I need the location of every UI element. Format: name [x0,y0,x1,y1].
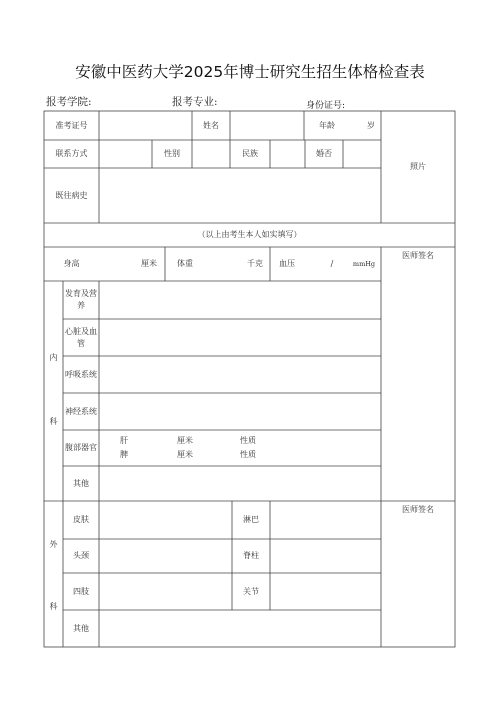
major-label: 报考专业: [172,96,218,108]
nervous-field[interactable] [99,393,381,430]
gender-field[interactable] [192,140,230,168]
development-label: 发育及营养 [65,289,97,310]
college-label: 报考学院: [46,96,92,108]
internal-section-bottom: 科 [49,417,58,426]
exam-id-label: 准考证号 [55,120,88,130]
head-neck-field[interactable] [99,539,232,573]
heart-field[interactable] [99,319,381,356]
history-label: 既往病史 [55,190,88,200]
limbs-field[interactable] [99,573,232,610]
bp-label: 血压 [279,259,295,268]
surgery-section-bottom: 科 [49,602,58,611]
spleen-nature: 性质 [240,450,256,459]
lymph-field[interactable] [270,501,381,539]
liver-label: 肝 [120,436,128,445]
limbs-label: 四肢 [73,586,89,596]
lymph-label: 淋巴 [243,515,259,524]
age-unit: 岁 [367,120,375,130]
head-neck-label: 头颈 [73,551,89,560]
ethnicity-label: 民族 [242,149,258,158]
surgery-other-field[interactable] [99,610,381,647]
weight-unit: 千克 [247,259,263,268]
exam-id-field[interactable] [99,111,192,140]
heart-label: 心脏及血管 [65,326,97,348]
bp-separator: / [330,259,334,268]
internal-other-field[interactable] [99,466,381,501]
development-field[interactable] [99,281,381,319]
spine-field[interactable] [270,539,381,573]
form-title: 安徽中医药大学2025年博士研究生招生体格检查表 [75,63,425,81]
internal-section-top: 内 [49,353,58,362]
doctor-sign-surgery: 医师签名 [402,505,434,514]
respiratory-label: 呼吸系统 [65,369,97,379]
surgery-other-label: 其他 [73,623,89,633]
gender-label: 性别 [164,149,180,158]
contact-label: 联系方式 [55,149,88,158]
joints-field[interactable] [270,573,381,610]
joints-label: 关节 [243,586,259,596]
nervous-label: 神经系统 [65,406,97,416]
surgery-section-top: 外 [49,540,58,549]
weight-label: 体重 [177,259,193,268]
spleen-label: 脾 [120,450,128,459]
bp-unit: mmHg [352,260,376,268]
liver-cm: 厘米 [177,436,193,445]
marital-label: 婚否 [316,149,332,158]
age-field[interactable] [340,111,360,140]
spine-label: 脊柱 [243,551,259,560]
contact-field[interactable] [99,140,152,168]
ethnicity-field[interactable] [270,140,305,168]
history-field[interactable] [99,168,381,223]
name-label: 姓名 [203,120,219,130]
age-label: 年龄 [319,120,335,130]
marital-field[interactable] [343,140,381,168]
photo-box: 照片 [410,162,426,171]
skin-label: 皮肤 [73,515,89,524]
spleen-cm: 厘米 [177,450,193,459]
self-fill-note: （以上由考生本人如实填写） [197,230,302,239]
internal-other-label: 其他 [73,478,89,488]
id-number-label: 身份证号: [306,101,346,111]
name-field[interactable] [230,111,304,140]
skin-field[interactable] [99,501,232,539]
doctor-sign-internal: 医师签名 [402,251,434,260]
liver-nature: 性质 [240,436,256,445]
respiratory-field[interactable] [99,356,381,393]
height-unit: 厘米 [141,259,157,268]
abdominal-label: 腹部器官 [65,443,97,452]
height-label: 身高 [63,259,80,268]
